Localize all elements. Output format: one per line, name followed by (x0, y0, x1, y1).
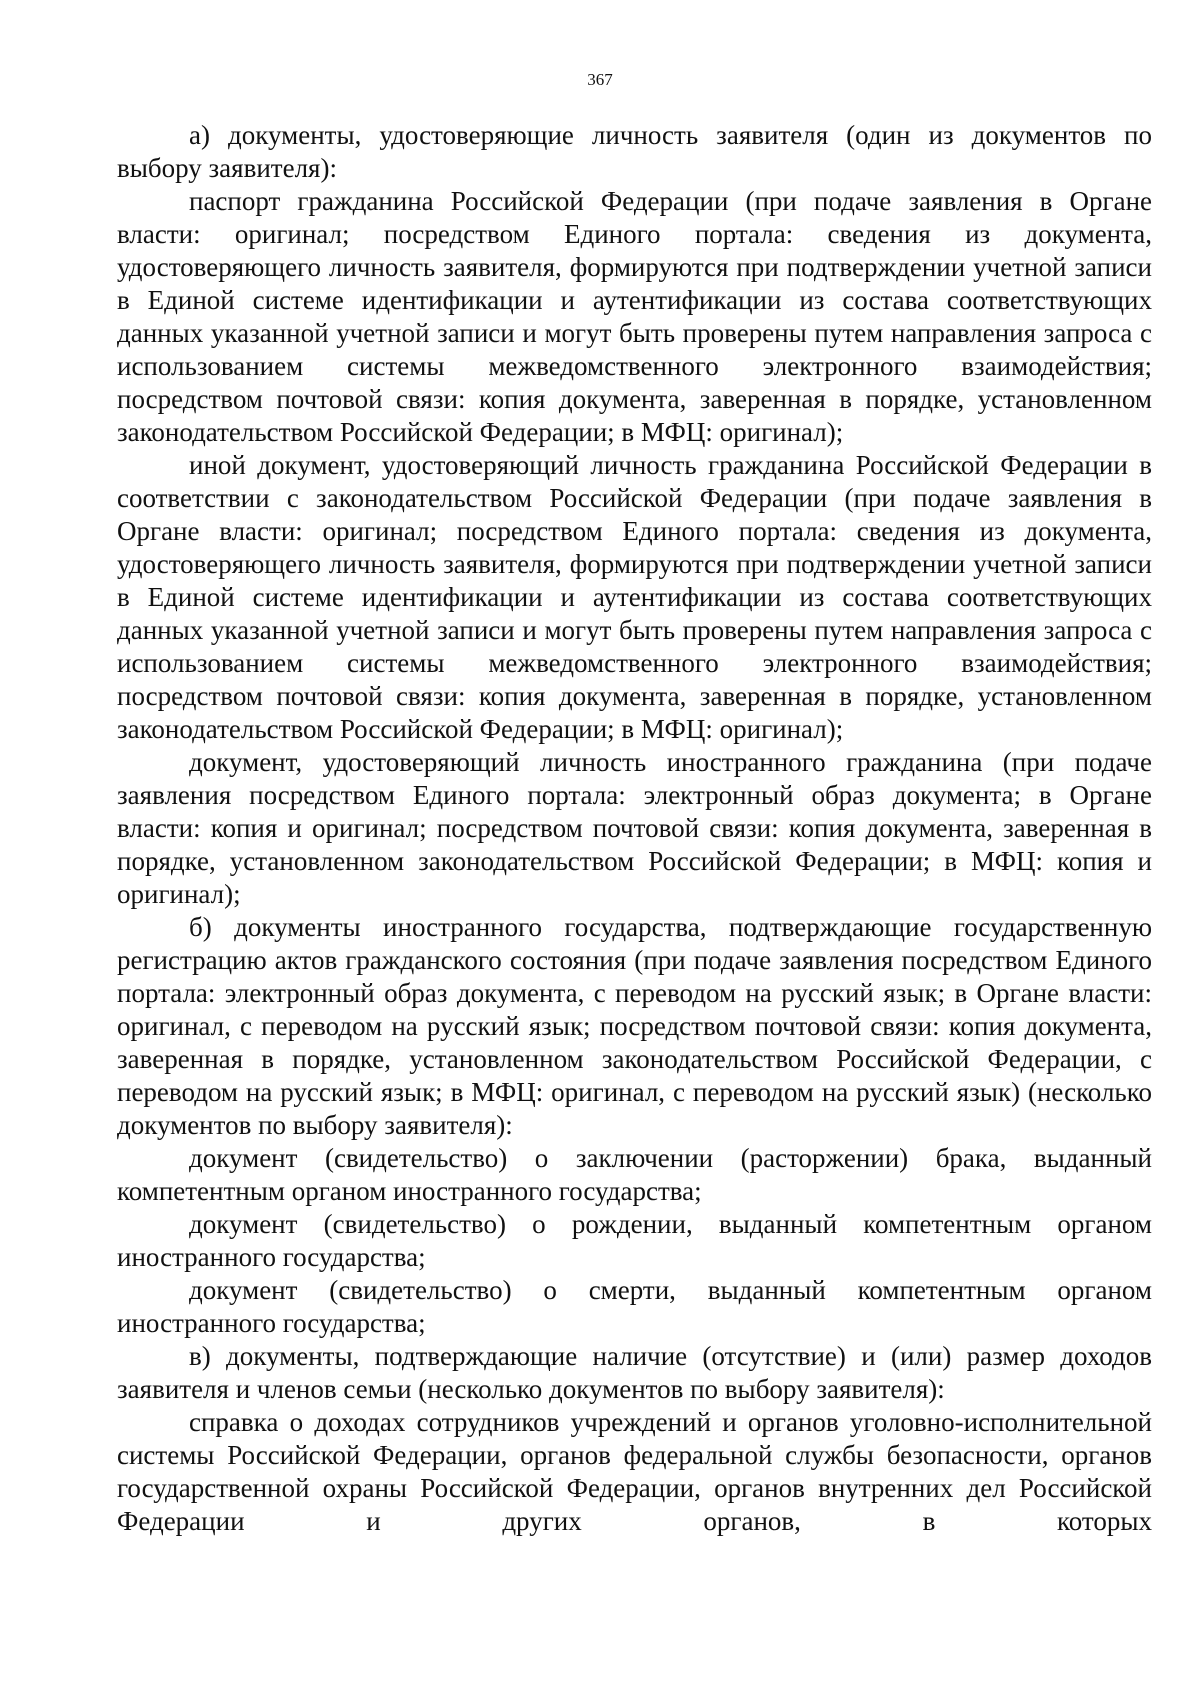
paragraph-foreign-citizen-identity: документ, удостоверяющий личность иностранного гражданина (при подаче заявления посредством Единого портала: электронный образ документа; в Органе власти: копия и оригинал; посредством почтовой связи: копия документа, заверенная в порядке, установленном законодательством Российской Федерации; в МФЦ: копия и оригинал); (117, 747, 1152, 909)
paragraph-income-certificate: справка о доходах сотрудников учреждений и органов уголовно-исполнительной системы Российской Федерации, органов федеральной службы безопасности, органов государственной охраны Российской Федерации, органов внутренних дел Российской Федерации и других органов, в которых (117, 1407, 1152, 1536)
paragraph-v-heading: в) документы, подтверждающие наличие (отсутствие) и (или) размер доходов заявителя и членов семьи (несколько документов по выбору заявителя): (117, 1341, 1152, 1404)
paragraph-birth-certificate: документ (свидетельство) о рождении, выданный компетентным органом иностранного государства; (117, 1209, 1152, 1272)
paragraph-passport-rf: паспорт гражданина Российской Федерации (при подаче заявления в Органе власти: оригинал; посредством Единого портала: сведения из документа, удостоверяющего личность заявителя, формируются при подтверждении учетной записи в Единой системе идентификации и аутентификации из состава соответствующих данных указанной учетной записи и могут быть проверены путем направления запроса с использованием системы межведомственного электронного взаимодействия; посредством почтовой связи: копия документа, заверенная в порядке, установленном законодательством Российской Федерации; в МФЦ: оригинал); (117, 186, 1152, 447)
paragraph-death-certificate: документ (свидетельство) о смерти, выданный компетентным органом иностранного государства; (117, 1275, 1152, 1338)
paragraph-marriage-certificate: документ (свидетельство) о заключении (расторжении) брака, выданный компетентным органом иностранного государства; (117, 1143, 1152, 1206)
paragraph-other-identity-document: иной документ, удостоверяющий личность гражданина Российской Федерации в соответствии с законодательством Российской Федерации (при подаче заявления в Органе власти: оригинал; посредством Единого портала: сведения из документа, удостоверяющего личность заявителя, формируются при подтверждении учетной записи в Единой системе идентификации и аутентификации из состава соответствующих данных указанной учетной записи и могут быть проверены путем направления запроса с использованием системы межведомственного электронного взаимодействия; посредством почтовой связи: копия документа, заверенная в порядке, установленном законодательством Российской Федерации; в МФЦ: оригинал); (117, 450, 1152, 744)
paragraph-b-heading: б) документы иностранного государства, подтверждающие государственную регистрацию актов гражданского состояния (при подаче заявления посредством Единого портала: электронный образ документа, с переводом на русский язык; в Органе власти: оригинал, с переводом на русский язык; посредством почтовой связи: копия документа, заверенная в порядке, установленном законодательством Российской Федерации, с переводом на русский язык; в МФЦ: оригинал, с переводом на русский язык) (несколько документов по выбору заявителя): (117, 912, 1152, 1140)
page-number: 367 (587, 70, 613, 89)
document-body (117, 119, 1152, 1538)
paragraph-a-heading: а) документы, удостоверяющие личность заявителя (один из документов по выбору заявителя): (117, 120, 1152, 183)
